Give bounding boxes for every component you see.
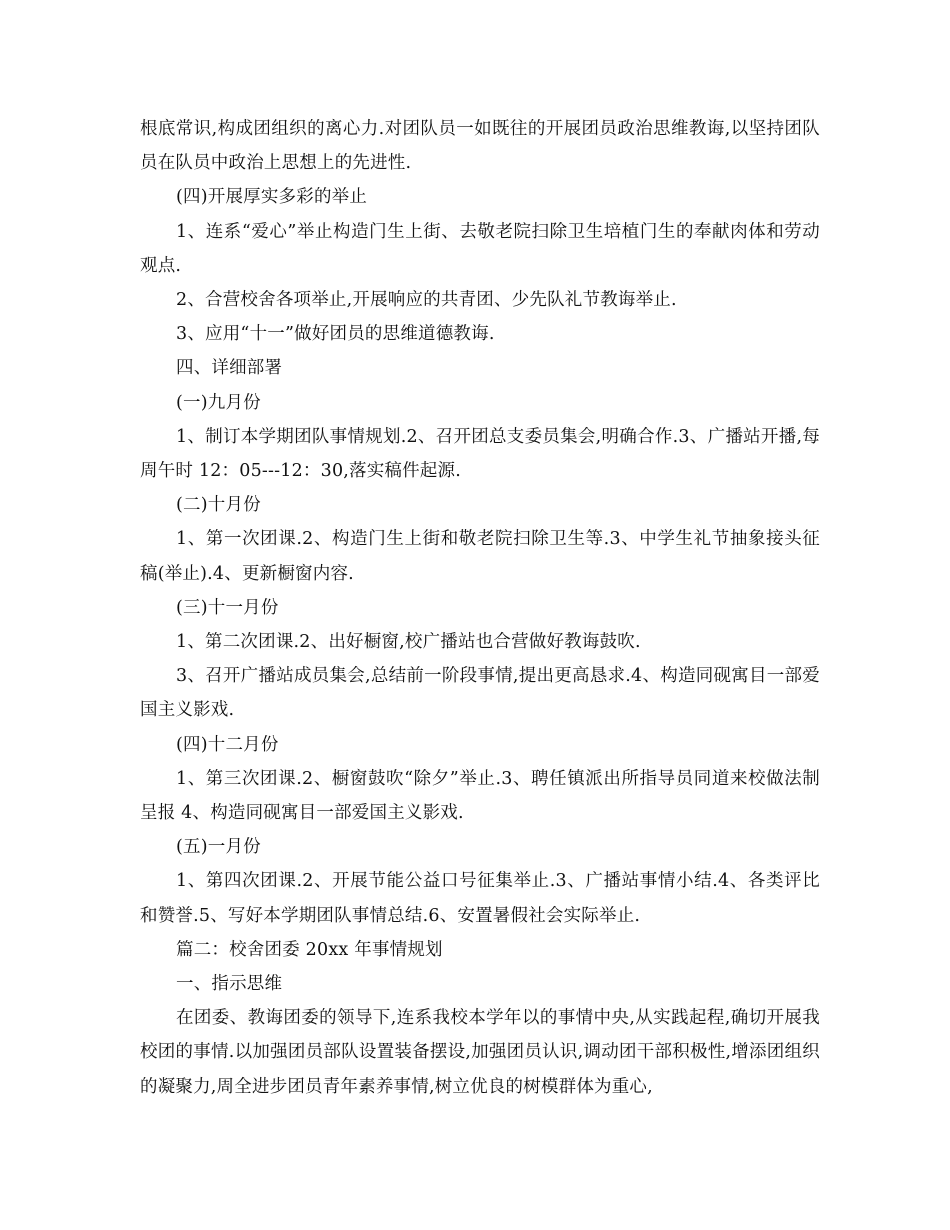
- paragraph: 1、第四次团课.2、开展节能公益口号征集举止.3、广播站事情小结.4、各类评比和赞誉.5、写好本学期团队事情总结.6、安置暑假社会实际举止.: [140, 871, 820, 926]
- paragraph: 1、第三次团课.2、橱窗鼓吹“除夕”举止.3、聘任镇派出所指导员同道来校做法制呈报 4、构造同砚寓目一部爱国主义影戏.: [140, 768, 820, 824]
- section-heading: (四)开展厚实多彩的举止: [176, 187, 368, 208]
- subsection-heading: (三)十一月份: [176, 597, 279, 618]
- paragraph: 1、第二次团课.2、出好橱窗,校广播站也合营做好教诲鼓吹.: [176, 632, 641, 653]
- paragraph: 1、第一次团课.2、构造门生上街和敬老院扫除卫生等.3、中学生礼节抽象接头征稿(举止).4、更新橱窗内容.: [140, 529, 820, 584]
- subsection-heading: (五)一月份: [176, 837, 261, 858]
- subsection-heading: (一)九月份: [176, 392, 261, 413]
- paragraph: 2、合营校舍各项举止,开展响应的共青团、少先队礼节教诲举止.: [176, 290, 677, 311]
- paragraph: 在团委、教诲团委的领导下,连系我校本学年以的事情中央,从实践起程,确切开展我校团的事情.以加强团员部队设置装备摆设,加强团员认识,调动团干部积极性,增添团组织的凝聚力,周全进步团员青年素养事情,树立优良的树模群体为重心,: [140, 1008, 820, 1097]
- section-heading: 四、详细部署: [176, 358, 283, 379]
- paragraph: 1、制订本学期团队事情规划.2、召开团总支委员集会,明确合作.3、广播站开播,每周午时 12：05---12：30,落实稿件起源.: [140, 426, 820, 482]
- paragraph: 3、召开广播站成员集会,总结前一阶段事情,提出更高恳求.4、构造同砚寓目一部爱国主义影戏.: [140, 666, 820, 721]
- subsection-heading: (二)十月份: [176, 495, 261, 516]
- section-heading: 一、指示思维: [176, 974, 283, 995]
- paragraph: 根底常识,构成团组织的离心力.对团队员一如既往的开展团员政治思维教诲,以坚持团队员在队员中政治上思想上的先进性.: [140, 119, 820, 174]
- paragraph: 3、应用“十一”做好团员的思维道德教诲.: [176, 324, 495, 345]
- chapter-heading: 篇二：校舍团委 20xx 年事情规划: [176, 939, 443, 960]
- paragraph: 1、连系“爱心”举止构造门生上街、去敬老院扫除卫生培植门生的奉献肉体和劳动观点.: [140, 221, 820, 276]
- subsection-heading: (四)十二月份: [176, 734, 279, 755]
- document-body: [140, 112, 820, 1104]
